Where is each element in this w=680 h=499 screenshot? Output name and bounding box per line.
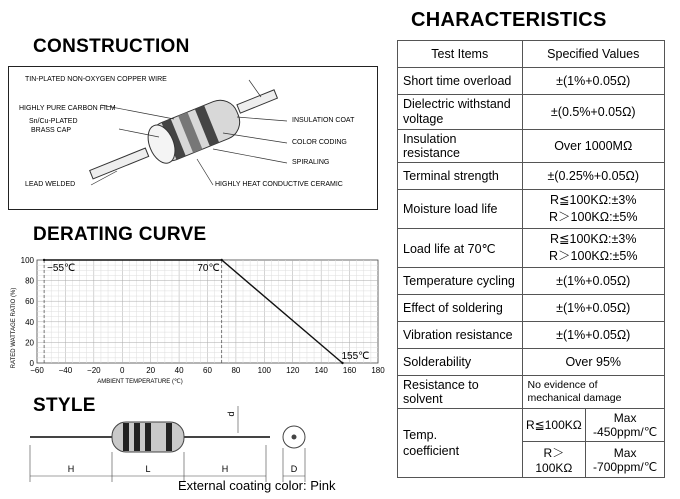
row-item: Vibration resistance — [398, 322, 523, 349]
table-row — [398, 130, 665, 163]
y-tick-label: 80 — [25, 276, 34, 286]
x-tick-label: 20 — [146, 366, 156, 375]
x-axis-label: AMBIENT TEMPERATURE (℃) — [97, 379, 183, 385]
row-value: ±(1%+0.05Ω) — [522, 268, 665, 295]
temperature-annotation: 70℃ — [197, 263, 220, 274]
color-band-3 — [145, 423, 151, 451]
temperature-annotation: −55℃ — [47, 263, 76, 274]
header-specified-values: Specified Values — [522, 41, 665, 68]
characteristics-table — [397, 40, 665, 478]
row-value-line2: R＞100KΩ:±5% — [549, 249, 638, 263]
row-item: Effect of soldering — [398, 295, 523, 322]
label-tin-plated-wire: TIN-PLATED NON-OXYGEN COPPER WIRE — [25, 76, 167, 83]
dim-d: D — [290, 464, 298, 474]
row-item: Short time overload — [398, 68, 523, 95]
dim-h-left: H — [67, 464, 75, 474]
row-value: Over 95% — [522, 349, 665, 376]
row-value: ±(1%+0.05Ω) — [522, 322, 665, 349]
table-row — [398, 349, 665, 376]
row-item: Dielectric withstand voltage — [398, 95, 523, 130]
label-color-coding: COLOR CODING — [292, 139, 347, 146]
dim-h-right: H — [221, 464, 229, 474]
row-item: Moisture load life — [398, 190, 523, 229]
row-value-line1: R≦100KΩ:±3% — [550, 193, 637, 207]
table-row — [398, 295, 665, 322]
data-point — [221, 259, 223, 261]
temperature-annotation: 155℃ — [341, 351, 370, 362]
row-value: Over 1000MΩ — [522, 130, 665, 163]
temp-value-1: Max -450ppm/℃ — [586, 409, 665, 442]
x-tick-label: 40 — [174, 366, 184, 375]
row-value: ±(1%+0.05Ω) — [522, 68, 665, 95]
y-tick-label: 60 — [25, 297, 34, 307]
label-lead-welded: LEAD WELDED — [25, 181, 76, 188]
row-value-line2: mechanical damage — [527, 392, 622, 404]
table-row — [398, 163, 665, 190]
table-row-temp-1 — [398, 409, 665, 442]
x-tick-label: 80 — [231, 366, 241, 375]
end-view-lead — [292, 435, 297, 440]
x-tick-label: −40 — [58, 366, 73, 375]
dim-lead-diameter: d — [226, 411, 236, 417]
style-title: STYLE — [33, 395, 96, 416]
y-tick-label: 0 — [29, 359, 34, 368]
table-header — [398, 41, 665, 68]
y-tick-label: 40 — [25, 317, 34, 327]
x-tick-label: 0 — [120, 366, 125, 375]
temp-condition-2: R＞100KΩ — [522, 442, 586, 478]
color-band-4 — [166, 423, 172, 451]
construction-title: CONSTRUCTION — [33, 36, 190, 57]
table-row — [398, 268, 665, 295]
y-tick-label: 20 — [25, 338, 34, 348]
y-axis-label: RATED WATTAGE RATIO (%) — [11, 287, 17, 369]
temp-coefficient-line2: coefficient — [403, 444, 460, 458]
temp-value-2: Max -700ppm/℃ — [586, 442, 665, 478]
x-tick-label: 60 — [203, 366, 212, 375]
row-value-line2: R＞100KΩ:±5% — [549, 210, 638, 224]
label-sn-cu-plated: Sn/Cu-PLATED — [29, 118, 78, 125]
label-brass-cap: BRASS CAP — [31, 127, 72, 134]
x-tick-label: 180 — [371, 366, 385, 375]
dim-l: L — [145, 464, 151, 474]
y-tick-label: 100 — [20, 256, 34, 265]
x-tick-label: 100 — [257, 366, 272, 375]
label-spiraling: SPIRALING — [292, 159, 330, 166]
row-item: Resistance to solvent — [398, 376, 523, 409]
table-row — [398, 322, 665, 349]
row-item: Temperature cycling — [398, 268, 523, 295]
data-point — [43, 259, 45, 261]
x-tick-label: 160 — [342, 366, 357, 375]
characteristics-title: CHARACTERISTICS — [411, 9, 607, 31]
temp-condition-1: R≦100KΩ — [522, 409, 586, 442]
derating-chart — [0, 248, 392, 398]
table-row — [398, 68, 665, 95]
style-drawing — [20, 400, 350, 490]
row-value: ±(1%+0.05Ω) — [522, 295, 665, 322]
row-item: Insulation resistance — [398, 130, 523, 163]
row-item: Terminal strength — [398, 163, 523, 190]
label-heat-conductive-ceramic: HIGHLY HEAT CONDUCTIVE CERAMIC — [215, 181, 343, 188]
x-tick-label: −20 — [87, 366, 101, 375]
data-point — [341, 362, 343, 364]
construction-diagram — [8, 66, 378, 210]
row-value-line1: R≦100KΩ:±3% — [550, 232, 637, 246]
x-tick-label: 140 — [314, 366, 328, 375]
row-value-line1: No evidence of — [527, 379, 598, 391]
coating-color-caption: External coating color: Pink — [178, 478, 336, 493]
table-row — [398, 190, 665, 229]
derating-curve-title: DERATING CURVE — [33, 224, 207, 245]
row-value: ±(0.5%+0.05Ω) — [522, 95, 665, 130]
label-carbon-film: HIGHLY PURE CARBON FILM — [19, 105, 116, 112]
table-row — [398, 229, 665, 268]
x-tick-label: −60 — [30, 366, 44, 375]
row-item: Load life at 70℃ — [398, 229, 523, 268]
header-test-items: Test Items — [398, 41, 523, 68]
temp-coefficient-line1: Temp. — [403, 428, 438, 442]
row-item: Solderability — [398, 349, 523, 376]
x-tick-label: 120 — [286, 366, 300, 375]
table-row — [398, 376, 665, 409]
table-row — [398, 95, 665, 130]
row-value: ±(0.25%+0.05Ω) — [522, 163, 665, 190]
color-band-2 — [134, 423, 140, 451]
color-band-1 — [123, 423, 129, 451]
label-insulation-coat: INSULATION COAT — [292, 117, 355, 124]
